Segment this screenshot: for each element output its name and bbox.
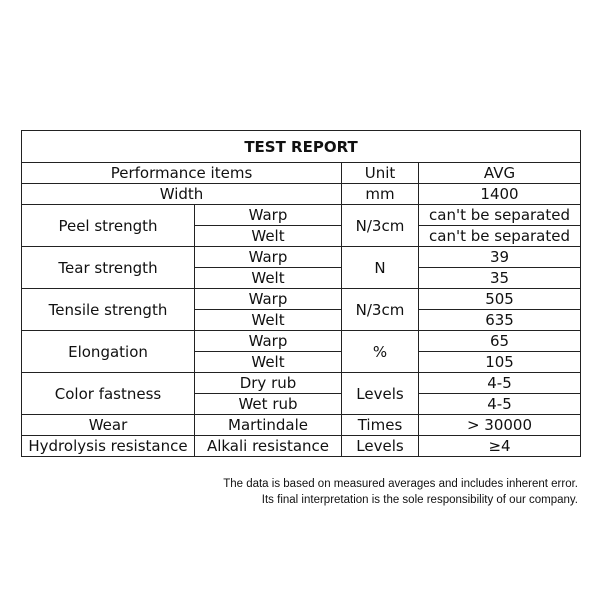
peel-strength-sub-welt: Welt [195, 226, 342, 247]
color-fastness-sub-dry-rub: Dry rub [195, 373, 342, 394]
color-fastness-label: Color fastness [22, 373, 195, 415]
wear-unit: Times [342, 415, 419, 436]
tear-strength-unit: N [342, 247, 419, 289]
wear-sub: Martindale [195, 415, 342, 436]
table-row [22, 247, 581, 268]
elongation-unit: % [342, 331, 419, 373]
tear-strength-label: Tear strength [22, 247, 195, 289]
wear-label: Wear [22, 415, 195, 436]
header-unit: Unit [342, 163, 419, 184]
hydrolysis-row [22, 436, 581, 457]
peel-strength-welt-value: can't be separated [419, 226, 581, 247]
hydrolysis-sub: Alkali resistance [195, 436, 342, 457]
peel-strength-unit: N/3cm [342, 205, 419, 247]
peel-strength-warp-value: can't be separated [419, 205, 581, 226]
footnote-line-2: Its final interpretation is the sole responsibility of our company. [261, 494, 578, 506]
tear-strength-sub-warp: Warp [195, 247, 342, 268]
tensile-strength-warp-value: 505 [419, 289, 581, 310]
tensile-strength-unit: N/3cm [342, 289, 419, 331]
table-row [22, 331, 581, 352]
title-row [22, 131, 581, 163]
elongation-sub-warp: Warp [195, 331, 342, 352]
tensile-strength-label: Tensile strength [22, 289, 195, 331]
tear-strength-warp-value: 39 [419, 247, 581, 268]
table-row [22, 373, 581, 394]
wear-value: > 30000 [419, 415, 581, 436]
header-row [22, 163, 581, 184]
peel-strength-label: Peel strength [22, 205, 195, 247]
wear-row [22, 415, 581, 436]
width-unit: mm [342, 184, 419, 205]
width-value: 1400 [419, 184, 581, 205]
hydrolysis-value: ≥4 [419, 436, 581, 457]
width-row [22, 184, 581, 205]
test-report-table [21, 130, 581, 457]
header-avg: AVG [419, 163, 581, 184]
elongation-label: Elongation [22, 331, 195, 373]
hydrolysis-unit: Levels [342, 436, 419, 457]
width-label: Width [22, 184, 342, 205]
elongation-sub-welt: Welt [195, 352, 342, 373]
report-title: TEST REPORT [22, 131, 581, 163]
table-row [22, 205, 581, 226]
tensile-strength-sub-warp: Warp [195, 289, 342, 310]
table-row [22, 289, 581, 310]
tear-strength-sub-welt: Welt [195, 268, 342, 289]
elongation-welt-value: 105 [419, 352, 581, 373]
footnote-line-1: The data is based on measured averages and includes inherent error. [223, 478, 578, 490]
peel-strength-sub-warp: Warp [195, 205, 342, 226]
color-fastness-wet-rub-value: 4-5 [419, 394, 581, 415]
color-fastness-unit: Levels [342, 373, 419, 415]
tensile-strength-sub-welt: Welt [195, 310, 342, 331]
tear-strength-welt-value: 35 [419, 268, 581, 289]
elongation-warp-value: 65 [419, 331, 581, 352]
hydrolysis-label: Hydrolysis resistance [22, 436, 195, 457]
tensile-strength-welt-value: 635 [419, 310, 581, 331]
color-fastness-dry-rub-value: 4-5 [419, 373, 581, 394]
header-performance-items: Performance items [22, 163, 342, 184]
color-fastness-sub-wet-rub: Wet rub [195, 394, 342, 415]
